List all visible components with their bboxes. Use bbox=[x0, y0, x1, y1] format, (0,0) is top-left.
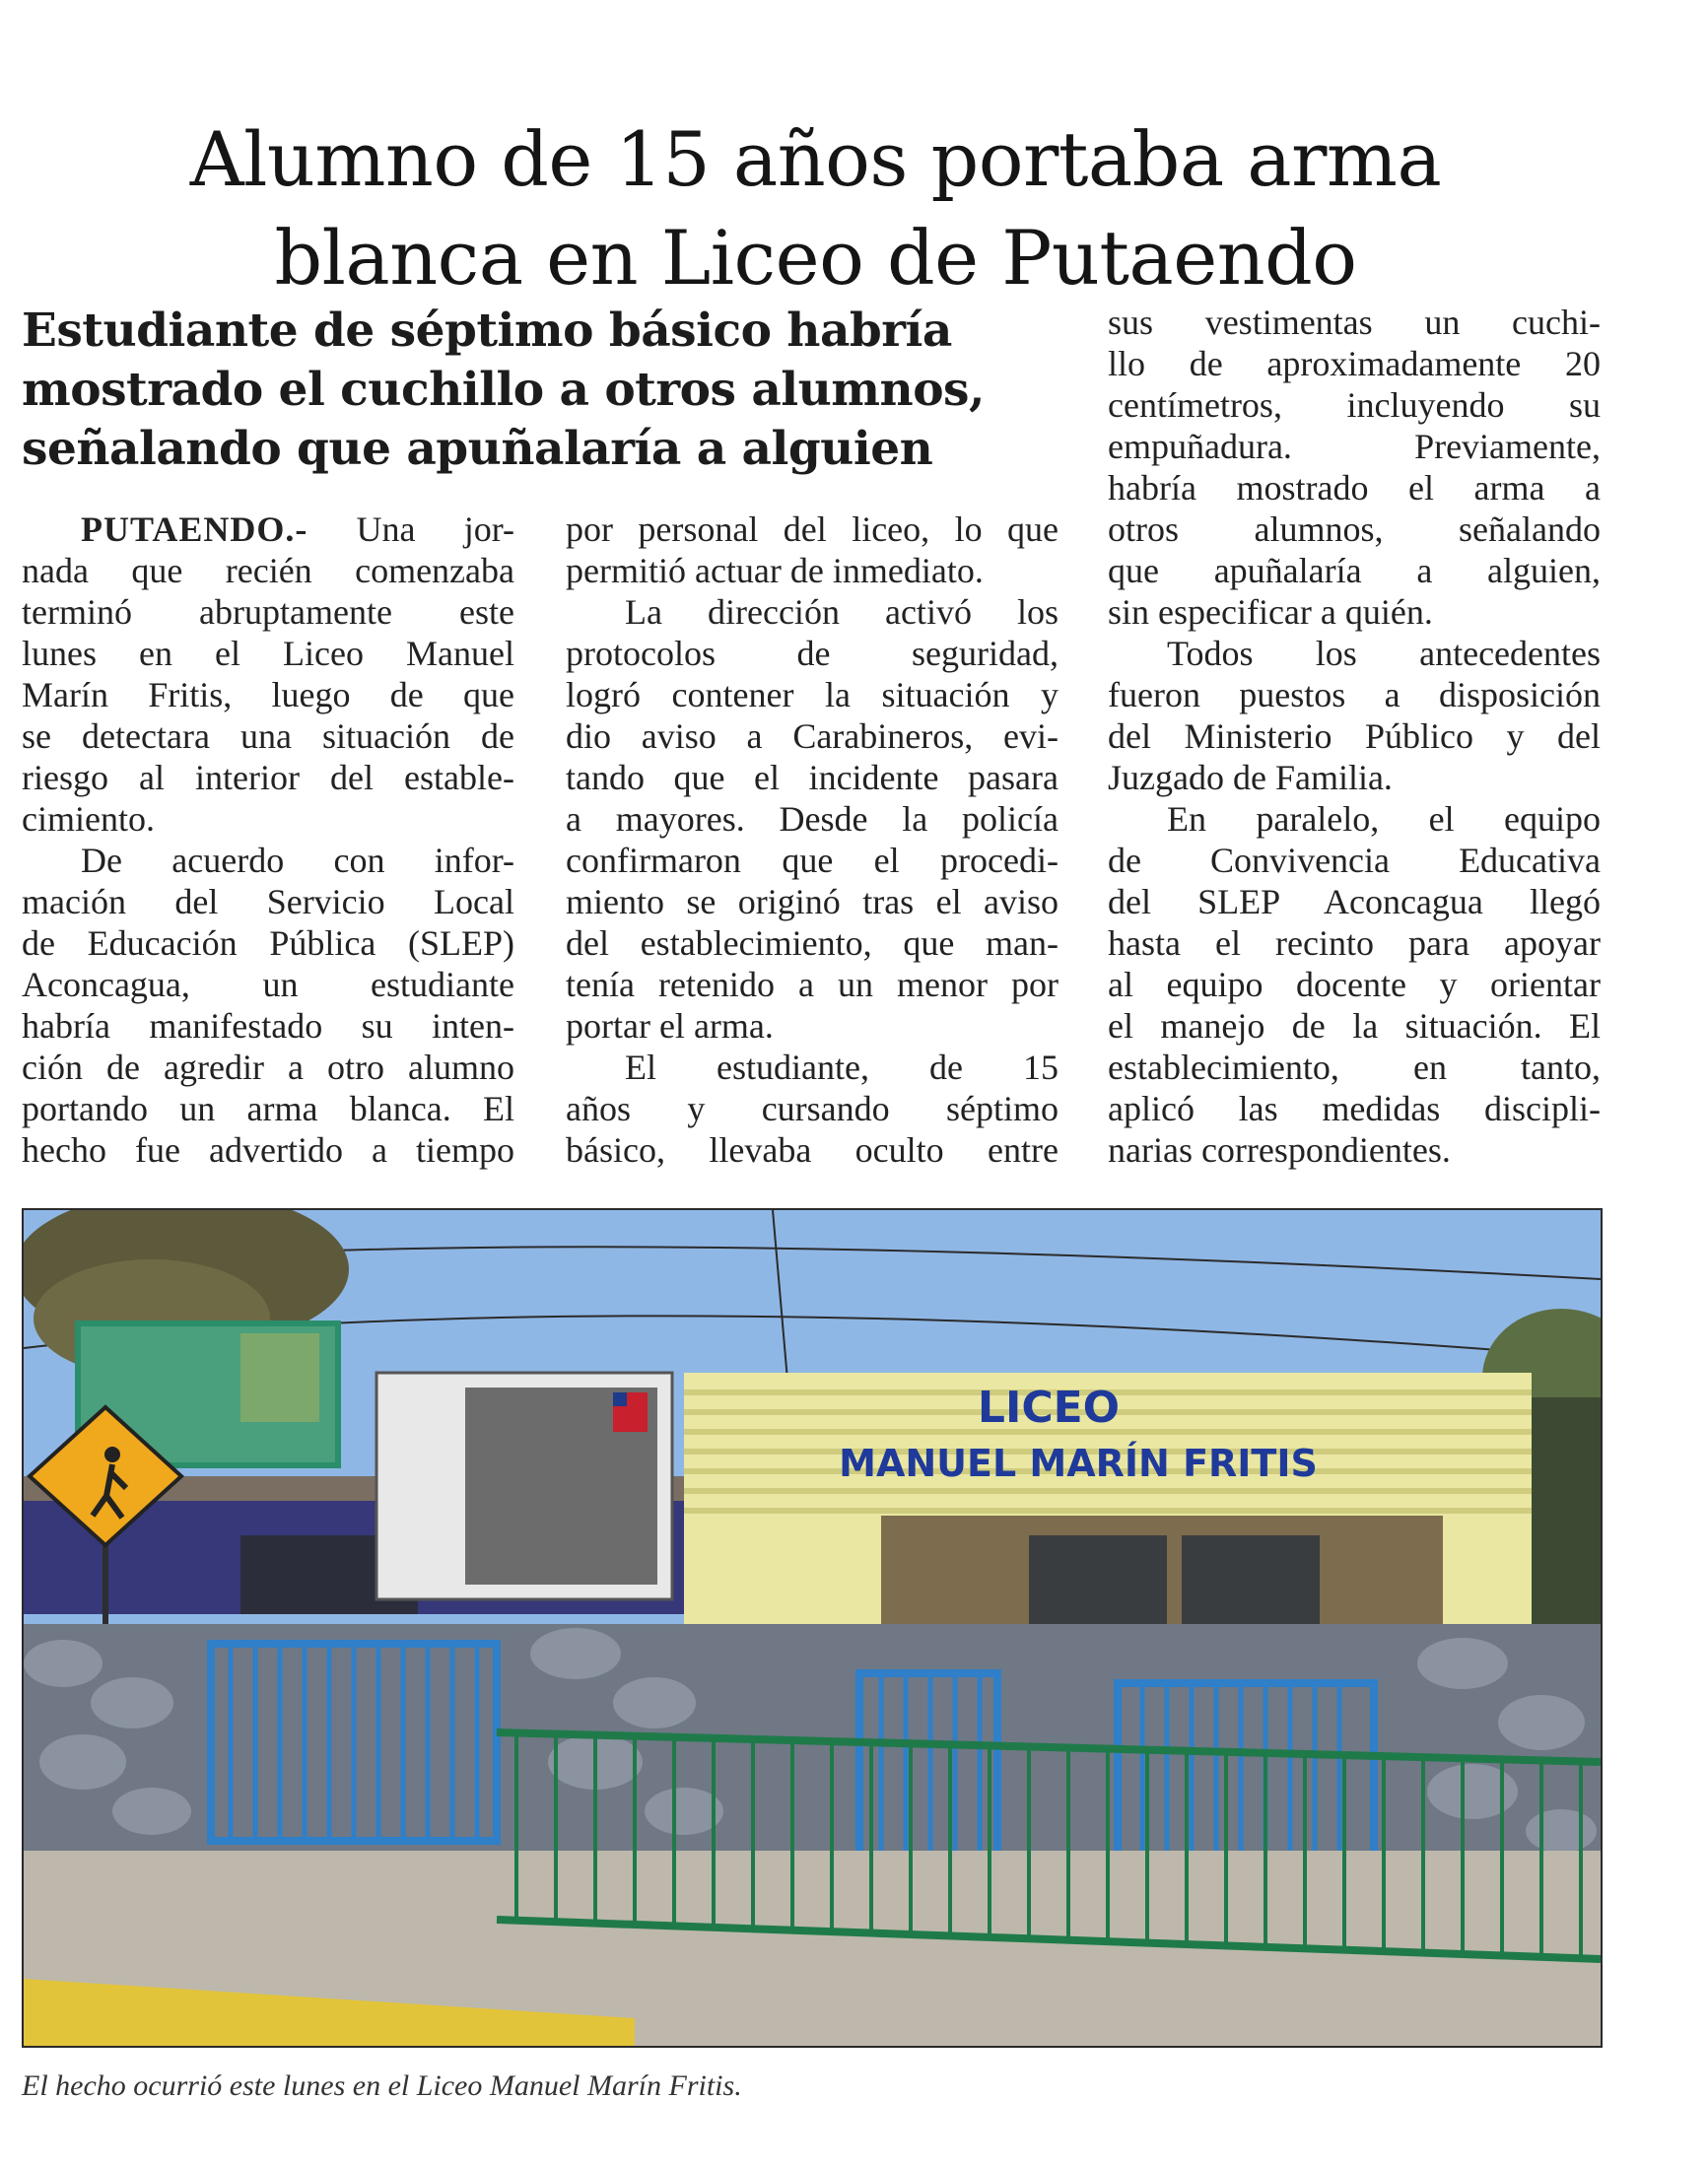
school-photo bbox=[22, 1208, 1603, 2048]
subhead-line-3: señalando que apuñalaría a alguien bbox=[22, 422, 933, 476]
article-column-3 bbox=[1108, 302, 1601, 1171]
text-line: al equipo docente y orientar bbox=[1108, 965, 1601, 1004]
text-line: de Educación Pública (SLEP) bbox=[22, 923, 514, 963]
dateline: PUTAENDO.- bbox=[81, 509, 308, 549]
text-line: del SLEP Aconcagua llegó bbox=[1108, 882, 1601, 921]
text-line: permitió actuar de inmediato. bbox=[566, 551, 984, 590]
text-line: habría mostrado el arma a bbox=[1108, 468, 1601, 508]
text-line: Juzgado de Familia. bbox=[1108, 758, 1393, 797]
school-sign-line-2: MANUEL MARÍN FRITIS bbox=[839, 1442, 1318, 1485]
text-line: dio aviso a Carabineros, evi- bbox=[566, 716, 1059, 756]
headline bbox=[118, 110, 1513, 307]
text-line: habría manifestado su inten- bbox=[22, 1006, 514, 1046]
text-line: lunes en el Liceo Manuel bbox=[22, 634, 514, 673]
text-line: años y cursando séptimo bbox=[566, 1089, 1059, 1128]
text-line: terminó abruptamente este bbox=[22, 592, 514, 632]
text-line: otros alumnos, señalando bbox=[1108, 509, 1601, 549]
text-line: del establecimiento, que man- bbox=[566, 923, 1059, 963]
text-line: hasta el recinto para apoyar bbox=[1108, 923, 1601, 963]
text-line: aplicó las medidas discipli- bbox=[1108, 1089, 1601, 1128]
school-sign-line-1: LICEO bbox=[977, 1383, 1121, 1433]
text-line: que apuñalaría a alguien, bbox=[1108, 551, 1601, 590]
school-photo-illustration bbox=[24, 1210, 1601, 2046]
text-line: fueron puestos a disposición bbox=[1108, 675, 1601, 714]
text-line: portando un arma blanca. El bbox=[22, 1089, 514, 1128]
text-line: riesgo al interior del estable- bbox=[22, 758, 514, 797]
text-line: El estudiante, de 15 bbox=[625, 1048, 1059, 1087]
text-line: Marín Fritis, luego de que bbox=[22, 675, 514, 714]
text-line: logró contener la situación y bbox=[566, 675, 1059, 714]
text-line: de Convivencia Educativa bbox=[1108, 841, 1601, 880]
article-column-2 bbox=[566, 508, 1059, 1171]
text-line: se detectara una situación de bbox=[22, 716, 514, 756]
photo-caption: El hecho ocurrió este lunes en el Liceo Manuel Marín Fritis. bbox=[22, 2069, 742, 2102]
text-line: centímetros, incluyendo su bbox=[1108, 385, 1601, 425]
subhead-line-1: Estudiante de séptimo básico habría bbox=[22, 304, 952, 358]
text-line: sin especificar a quién. bbox=[1108, 592, 1433, 632]
text-line: La dirección activó los bbox=[625, 592, 1059, 632]
text-line: PUTAENDO.- Una jor- bbox=[81, 509, 514, 549]
text-line: Aconcagua, un estudiante bbox=[22, 965, 514, 1004]
text-line: a mayores. Desde la policía bbox=[566, 799, 1059, 839]
text-line: nada que recién comenzaba bbox=[22, 551, 514, 590]
text-line: confirmaron que el procedi- bbox=[566, 841, 1059, 880]
article-column-1 bbox=[22, 508, 514, 1171]
text-line: miento se originó tras el aviso bbox=[566, 882, 1059, 921]
text-line: llo de aproximadamente 20 bbox=[1108, 344, 1601, 383]
text-line: el manejo de la situación. El bbox=[1108, 1006, 1601, 1046]
text-line: De acuerdo con infor- bbox=[81, 841, 514, 880]
text-line: básico, llevaba oculto entre bbox=[566, 1130, 1059, 1170]
text-line: establecimiento, en tanto, bbox=[1108, 1048, 1601, 1087]
text-line: protocolos de seguridad, bbox=[566, 634, 1059, 673]
text-line: narias correspondientes. bbox=[1108, 1130, 1451, 1170]
subhead-line-2: mostrado el cuchillo a otros alumnos, bbox=[22, 363, 985, 417]
headline-line-1: Alumno de 15 años portaba arma bbox=[189, 115, 1442, 203]
text-line: mación del Servicio Local bbox=[22, 882, 514, 921]
text-line: tando que el incidente pasara bbox=[566, 758, 1059, 797]
subheadline bbox=[22, 302, 1096, 479]
text-line: sus vestimentas un cuchi- bbox=[1108, 303, 1601, 342]
text-line: Todos los antecedentes bbox=[1167, 634, 1601, 673]
text-line: hecho fue advertido a tiempo bbox=[22, 1130, 514, 1170]
text-line: tenía retenido a un menor por bbox=[566, 965, 1059, 1004]
text-line: por personal del liceo, lo que bbox=[566, 509, 1059, 549]
text-line: empuñadura. Previamente, bbox=[1108, 427, 1601, 466]
text-line: ción de agredir a otro alumno bbox=[22, 1048, 514, 1087]
text-line: del Ministerio Público y del bbox=[1108, 716, 1601, 756]
text-line: portar el arma. bbox=[566, 1006, 774, 1046]
headline-line-2: blanca en Liceo de Putaendo bbox=[274, 214, 1357, 302]
text-line: cimiento. bbox=[22, 799, 155, 839]
text-line: En paralelo, el equipo bbox=[1167, 799, 1601, 839]
